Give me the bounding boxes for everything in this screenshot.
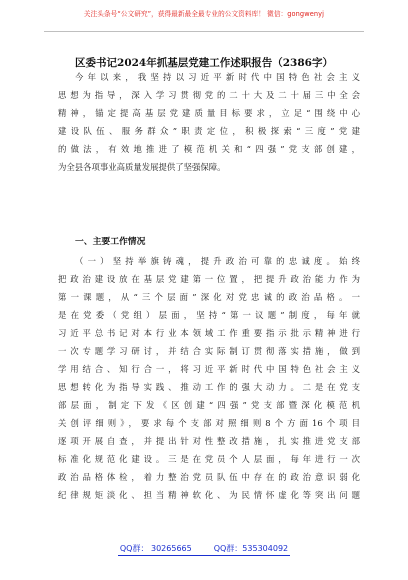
paragraph-line: 逐项开展自查，并提出针对性整改措施，扎实推进党支部 (58, 436, 360, 446)
intro-line: 建设队伍、服务群众”职责定位，积极探索“三度”党建 (58, 126, 360, 136)
intro-line: 今年以来，我坚持以习近平新时代中国特色社会主义 (75, 72, 360, 82)
section-paragraph (58, 252, 360, 504)
section-heading: 一、主要工作情况 (75, 237, 146, 247)
paragraph-line: 一次专题学习研讨，并结合实际制订贯彻落实措施，做到 (58, 346, 360, 356)
paragraph-line: 部层面，制定下发《区创建“四强”党支部暨深化模范机 (58, 400, 360, 410)
footer-qq-group-1: QQ群： 30265665 (119, 544, 192, 553)
header-divider (44, 31, 364, 32)
footer-qq-group-2: QQ群：535304092 (213, 544, 289, 553)
intro-paragraph (58, 68, 360, 176)
intro-line: 精神，锚定提高基层党建质量目标要求，立足“围绕中心 (58, 108, 360, 118)
paragraph-line: 学用结合、知行合一，将习近平新时代中国特色社会主义 (58, 364, 360, 374)
footer-underline (118, 555, 290, 556)
paragraph-line: 政治品格体检，着力整治党员队伍中存在的政治意识弱化 (58, 472, 360, 482)
paragraph-line: 把政治建设放在基层党建第一位置，把提升政治能力作为 (58, 274, 360, 284)
document-title: 区委书记2024年抓基层党建工作述职报告（2386字） (75, 57, 333, 69)
intro-line: 的做法，有效地推进了模范机关和“四强”党支部创建， (58, 144, 360, 154)
header-banner: 关注头条号“公文研究”，获得最新最全最专业的公文资料库！ 微信：gongwenyj (83, 10, 325, 18)
paragraph-line: 是在党委（党组）层面，坚持“第一议题”制度，每年就 (58, 310, 360, 320)
intro-line: 为全县各项事业高质量发展提供了坚强保障。 (58, 162, 226, 172)
paragraph-line: （一）坚持举旗铸魂，提升政治可靠的忠诚度。始终 (75, 256, 360, 266)
paragraph-line: 思想转化为指导实践、推动工作的强大动力。二是在党支 (58, 382, 360, 392)
footer-contact (0, 543, 408, 554)
paragraph-line: 关创评细则》，要求每个支部对照细则8个方面16个项目 (58, 418, 360, 428)
intro-line: 思想为指导，深入学习贯彻党的二十大及二十届三中全会 (58, 90, 360, 100)
paragraph-line: 纪律规矩淡化、担当精神软化、为民情怀虚化等突出问题 (58, 490, 360, 500)
paragraph-line: 习近平总书记对本行业本领域工作重要指示批示精神进行 (58, 328, 360, 338)
paragraph-line: 第一课题，从“三个层面”深化对党忠诚的政治品格。一 (58, 292, 360, 302)
paragraph-line: 标准化规范化建设。三是在党员个人层面，每年进行一次 (58, 454, 360, 464)
